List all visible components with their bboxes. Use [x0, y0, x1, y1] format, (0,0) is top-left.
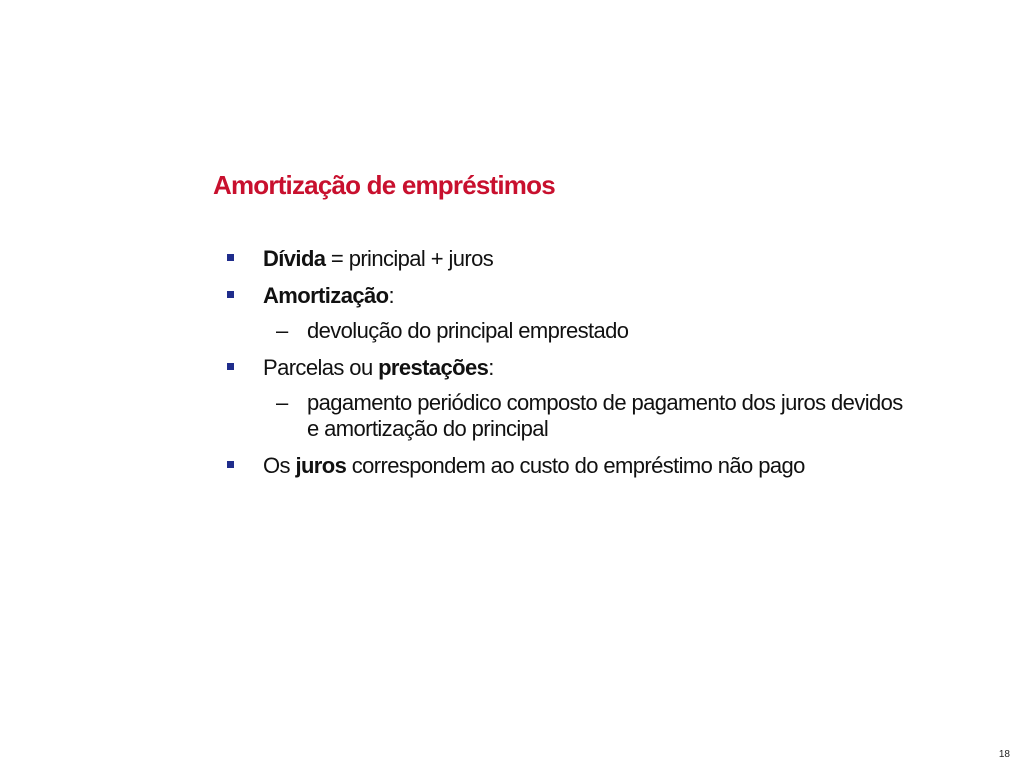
bullet-bold-term: prestações — [378, 355, 489, 380]
bullet-item-divida — [225, 246, 925, 272]
bullet-bold-term: Dívida — [263, 246, 326, 271]
sub-bullet-item-devolucao — [225, 318, 925, 344]
sub-bullet-text: pagamento periódico composto de pagamento dos juros devidos e amortização do principal — [307, 390, 903, 441]
square-bullet-icon — [227, 291, 234, 298]
square-bullet-icon — [227, 254, 234, 261]
bullet-text-prefix: Os — [263, 453, 296, 478]
bullet-bold-term: juros — [295, 453, 347, 478]
bullet-text: : — [488, 355, 494, 380]
bullet-text-prefix: Parcelas ou — [263, 355, 379, 380]
sub-bullet-item-pagamento — [225, 390, 925, 442]
bullet-item-amortizacao — [225, 283, 925, 309]
square-bullet-icon — [227, 461, 234, 468]
bullet-item-juros — [225, 453, 925, 479]
bullet-text: = principal + juros — [325, 246, 494, 271]
bullet-list — [225, 246, 925, 490]
sub-bullet-text: devolução do principal emprestado — [307, 318, 629, 343]
bullet-item-parcelas — [225, 355, 925, 381]
dash-bullet-icon: – — [276, 390, 288, 415]
bullet-text: : — [388, 283, 394, 308]
page-number: 18 — [998, 749, 1010, 760]
bullet-text: correspondem ao custo do empréstimo não pago — [346, 453, 805, 478]
dash-bullet-icon: – — [276, 318, 288, 343]
square-bullet-icon — [227, 363, 234, 370]
bullet-bold-term: Amortização — [263, 283, 389, 308]
slide-title: Amortização de empréstimos — [213, 170, 555, 200]
